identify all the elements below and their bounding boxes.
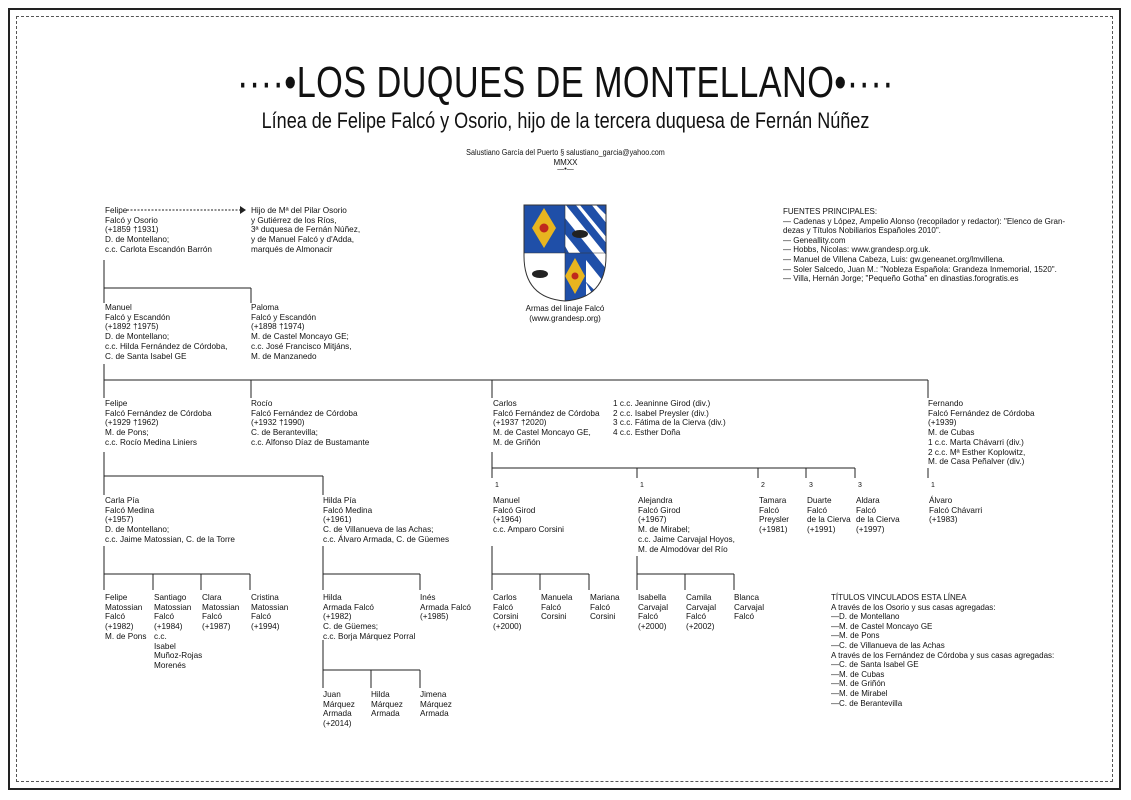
person-line: Márquez [420, 699, 452, 709]
person-line: Duarte [807, 496, 832, 505]
person-line: Falcó Medina [323, 505, 373, 515]
person-line: (+1937 †2020) [493, 418, 547, 428]
person-line: Falcó [541, 602, 562, 612]
marriage-number: 1 [495, 482, 499, 489]
person-line: (+1987) [202, 622, 231, 632]
person-line: Falcó Girod [638, 505, 681, 515]
person-line: (+2014) [323, 719, 352, 729]
person-hilda-armada-falco [323, 593, 415, 642]
person-line: Armada Falcó [420, 602, 471, 612]
person-line: Falcó [251, 612, 272, 622]
person-line: c.c. Carlota Escandón Barrón [105, 244, 212, 254]
person-line: Falcó Fernández de Córdoba [493, 408, 600, 418]
person-line: Juan [323, 690, 341, 699]
person-line: de la Cierva [856, 515, 900, 525]
person-ines-armada-falco [420, 593, 471, 622]
person-line: Isabella [638, 593, 667, 602]
person-juan-marquez-armada [323, 690, 355, 729]
marriage-number: 1 [931, 482, 935, 489]
person-line: Matossian [154, 602, 192, 612]
person-line: Falcó [493, 602, 514, 612]
person-line: Inés [420, 593, 436, 602]
person-line: M. de Manzanedo [251, 351, 317, 361]
person-line: Falcó Medina [105, 505, 155, 515]
carlos-spouses-list [613, 399, 726, 438]
person-line: Manuel [493, 496, 520, 505]
person-line: Álvaro [929, 496, 953, 505]
person-line: (+1961) [323, 515, 352, 525]
person-line: Falcó Fernández de Córdoba [105, 408, 212, 418]
person-line: Carvajal [638, 602, 669, 612]
person-line: (+1981) [759, 525, 788, 535]
person-line: Falcó [105, 612, 126, 622]
person-line: Márquez [323, 699, 355, 709]
person-line: C. de Güemes; [323, 622, 379, 632]
person-line: (+1892 †1975) [105, 322, 159, 332]
person-fernando-falco-fdez-cordoba [928, 399, 1035, 467]
person-blanca-carvajal [734, 593, 764, 622]
person-manuela-falco-corsini [541, 593, 572, 622]
person-line: M. de Griñón [493, 437, 541, 447]
person-line: marqués de Almonacir [251, 244, 333, 254]
person-line: Mariana [590, 593, 620, 602]
person-line: D. de Montellano; [105, 332, 170, 342]
person-line: c.c. Jaime Carvajal Hoyos, [638, 534, 735, 544]
person-line: C. de Berantevilla; [251, 428, 318, 438]
person-line: Hilda [371, 690, 390, 699]
person-line: Corsini [493, 612, 519, 622]
person-line: D. de Montellano; [105, 525, 170, 535]
person-felipe-falco-osorio [105, 206, 212, 255]
person-line: Felipe [105, 206, 128, 215]
person-duarte-falco [807, 496, 851, 535]
person-line: (+1994) [251, 622, 280, 632]
marriage-number: 3 [858, 482, 862, 489]
person-line: Armada Falcó [323, 602, 374, 612]
person-line: 3 c.c. Fátima de la Cierva (div.) [613, 418, 726, 428]
person-line: Muñoz-Rojas [154, 651, 203, 661]
person-line: Falcó [154, 612, 175, 622]
person-felipe-falco-fdez-cordoba [105, 399, 212, 448]
person-line: Blanca [734, 593, 760, 602]
person-line: M. de Cubas [928, 428, 975, 438]
person-isabella-carvajal [638, 593, 668, 632]
person-line: Paloma [251, 303, 279, 312]
person-line: Morenés [154, 660, 186, 670]
person-felipe-matossian [105, 593, 146, 642]
person-manuel-falco-escandon [105, 303, 227, 361]
person-hilda-marquez-armada [371, 690, 403, 719]
person-line: D. de Montellano; [105, 235, 170, 245]
person-carlos-falco-corsini [493, 593, 521, 632]
person-line: Falcó Fernández de Córdoba [251, 408, 358, 418]
person-line: (+1982) [323, 612, 352, 622]
person-line: (+1929 †1962) [105, 418, 159, 428]
person-line: Felipe [105, 399, 128, 408]
person-alvaro-falco-chavarri [929, 496, 982, 525]
person-line: Fernando [928, 399, 964, 408]
person-line: Armada [420, 709, 449, 719]
person-line: (+2000) [638, 622, 667, 632]
person-camila-carvajal [686, 593, 716, 632]
person-line: Falcó [734, 612, 755, 622]
person-line: Rocío [251, 399, 273, 408]
person-paloma-falco-escandon [251, 303, 352, 361]
person-line: c.c. Álvaro Armada, C. de Güemes [323, 534, 450, 544]
person-line: Falcó y Escandón [105, 312, 171, 322]
person-line: 2 c.c. Isabel Preysler (div.) [613, 408, 709, 418]
person-jimena-marquez-armada [420, 690, 452, 719]
person-line: (+1967) [638, 515, 667, 525]
person-line: (+1984) [154, 622, 183, 632]
person-mariana-falco-corsini [590, 593, 620, 622]
person-line: Carvajal [686, 602, 717, 612]
sources-list: FUENTES PRINCIPALES: — Cadenas y López, Ampelio Alonso (recopilador y redactor): "Elenco de Gran- dezas y Títulos Nobiliarios Españoles 2010". — Geneallity.com — Hobbs, Nicolas: www.grandesp.org.uk. — Manuel de Villena Cabeza, Luis: gw.geneanet.org/lmvillena. — Soler Salcedo, Juan M.: "Nobleza Española: Grandeza Inmemorial, 1520". — Villa, Hernán Jorge; "Pequeño Gotha" en dinastias.forogratis.es [783, 207, 1066, 284]
person-line: (+1991) [807, 525, 836, 535]
person-line: (+1932 †1990) [251, 418, 305, 428]
person-line: de la Cierva [807, 515, 851, 525]
person-line: M. de Castel Moncayo GE, [493, 428, 591, 438]
person-line: Carvajal [734, 602, 765, 612]
person-line: Falcó [686, 612, 707, 622]
linked-titles-list: TÍTULOS VINCULADOS ESTA LÍNEA A través de los Osorio y sus casas agregadas: —D. de Montellano —M. de Castel Moncayo GE —M. de Pons —C. de Villanueva de las Achas A través de los Fernández de Córdoba y sus casas agregadas: —C. de Santa Isabel GE —M. de Cubas —M. de Griñón —M. de Mirabel —C. de Berantevilla [831, 593, 1055, 708]
divider-ornament: —•— [557, 166, 574, 173]
person-line: Hijo de Mª del Pilar Osorio [251, 206, 347, 215]
author-credit: Salustiano García del Puerto § salustiano_garcia@yahoo.com [466, 148, 665, 157]
person-line: (+1939) [928, 418, 957, 428]
person-line: Falcó [856, 505, 877, 515]
person-line: (+1997) [856, 525, 885, 535]
person-line: c.c. Borja Márquez Porral [323, 631, 416, 641]
person-carla-pia-falco-medina [105, 496, 235, 545]
person-line: Felipe [105, 593, 128, 602]
marriage-number: 3 [809, 482, 813, 489]
person-line: M. de Pons [105, 631, 147, 641]
person-line: Falcó Girod [493, 505, 536, 515]
person-line: Carla Pía [105, 496, 140, 505]
person-line: Falcó [807, 505, 828, 515]
arms-caption: Armas del linaje Falcó (www.grandesp.org) [525, 304, 605, 323]
person-line: 4 c.c. Esther Doña [613, 428, 681, 438]
person-line: Falcó [590, 602, 611, 612]
person-line: c.c. Alfonso Díaz de Bustamante [251, 437, 370, 447]
person-line: (+2000) [493, 622, 522, 632]
person-line: Jimena [420, 690, 447, 699]
person-line: Corsini [541, 612, 567, 622]
person-line: c.c. [154, 631, 167, 641]
person-line: Armada [323, 709, 352, 719]
person-line: M. de Casa Peñalver (div.) [928, 457, 1025, 467]
person-line: 3ª duquesa de Fernán Núñez, [251, 225, 361, 235]
person-manuel-falco-girod [493, 496, 564, 535]
marriage-number: 1 [640, 482, 644, 489]
person-tamara-falco-preysler [759, 496, 789, 535]
person-line: Tamara [759, 496, 787, 505]
person-line: Clara [202, 593, 222, 602]
person-line: M. de Pons; [105, 428, 149, 438]
person-line: Santiago [154, 593, 187, 602]
person-line: Manuel [105, 303, 132, 312]
person-line: Falcó [638, 612, 659, 622]
year-label: MMXX [553, 158, 578, 167]
person-line: Matossian [251, 602, 289, 612]
person-line: C. de Santa Isabel GE [105, 351, 187, 361]
person-line: M. de Mirabel; [638, 525, 690, 535]
person-line: (+1983) [929, 515, 958, 525]
person-line: (+1964) [493, 515, 522, 525]
person-santiago-matossian [154, 593, 202, 671]
person-aldara-falco [856, 496, 900, 535]
person-line: Falcó [202, 612, 223, 622]
person-line: Armada [371, 709, 400, 719]
person-alejandra-falco-girod [638, 496, 735, 554]
person-line: (+2002) [686, 622, 715, 632]
page-subtitle: Línea de Felipe Falcó y Osorio, hijo de la tercera duquesa de Fernán Núñez [261, 108, 870, 133]
person-line: c.c. Hilda Fernández de Córdoba, [105, 341, 228, 351]
person-rocio-falco-fdez-cordoba [251, 399, 369, 448]
person-line: Falcó Chávarri [929, 505, 983, 515]
person-line: Camila [686, 593, 712, 602]
person-line: Hilda [323, 593, 342, 602]
person-line: Manuela [541, 593, 573, 602]
person-line: Falcó y Escandón [251, 312, 317, 322]
person-line: c.c. Rocío Medina Liniers [105, 437, 197, 447]
person-line: Cristina [251, 593, 279, 602]
person-clara-matossian [202, 593, 239, 632]
person-line: 1 c.c. Marta Chávarri (div.) [928, 437, 1024, 447]
person-line: c.c. José Francisco Mitjáns, [251, 341, 352, 351]
person-line: 2 c.c. Mª Esther Koplowitz, [928, 447, 1026, 457]
person-cristina-matossian [251, 593, 288, 632]
person-carlos-falco-fdez-cordoba [493, 399, 600, 448]
person-line: Márquez [371, 699, 403, 709]
person-line: C. de Villanueva de las Achas; [323, 525, 434, 535]
marriage-number: 2 [761, 482, 765, 489]
person-line: Alejandra [638, 496, 673, 505]
page-title: ····•LOS DUQUES DE MONTELLANO•···· [237, 58, 894, 107]
person-line: Matossian [105, 602, 143, 612]
person-line: Isabel [154, 641, 176, 651]
person-line: Preysler [759, 515, 790, 525]
person-line: (+1957) [105, 515, 134, 525]
person-line: Matossian [202, 602, 240, 612]
person-line: (+1859 †1931) [105, 225, 159, 235]
person-line: 1 c.c. Jeaninne Girod (div.) [613, 399, 711, 408]
person-line: Corsini [590, 612, 616, 622]
person-line: Aldara [856, 496, 880, 505]
person-line: M. de Almodóvar del Río [638, 544, 728, 554]
person-line: y de Manuel Falcó y d'Adda, [251, 235, 355, 245]
person-line: Falcó Fernández de Córdoba [928, 408, 1035, 418]
person-line: Falcó y Osorio [105, 215, 158, 225]
coat-of-arms-icon [523, 204, 607, 302]
person-line: Hilda Pía [323, 496, 357, 505]
person-line: c.c. Amparo Corsini [493, 525, 564, 535]
person-line: c.c. Jaime Matossian, C. de la Torre [105, 534, 235, 544]
person-line: Falcó [759, 505, 780, 515]
person-pilar-osorio-note [251, 206, 360, 255]
person-hilda-pia-falco-medina [323, 496, 449, 545]
person-line: (+1982) [105, 622, 134, 632]
person-line: Carlos [493, 399, 517, 408]
person-line: Carlos [493, 593, 517, 602]
person-line: (+1985) [420, 612, 449, 622]
person-line: M. de Castel Moncayo GE; [251, 332, 349, 342]
person-line: y Gutiérrez de los Ríos, [251, 215, 337, 225]
person-line: (+1898 †1974) [251, 322, 305, 332]
